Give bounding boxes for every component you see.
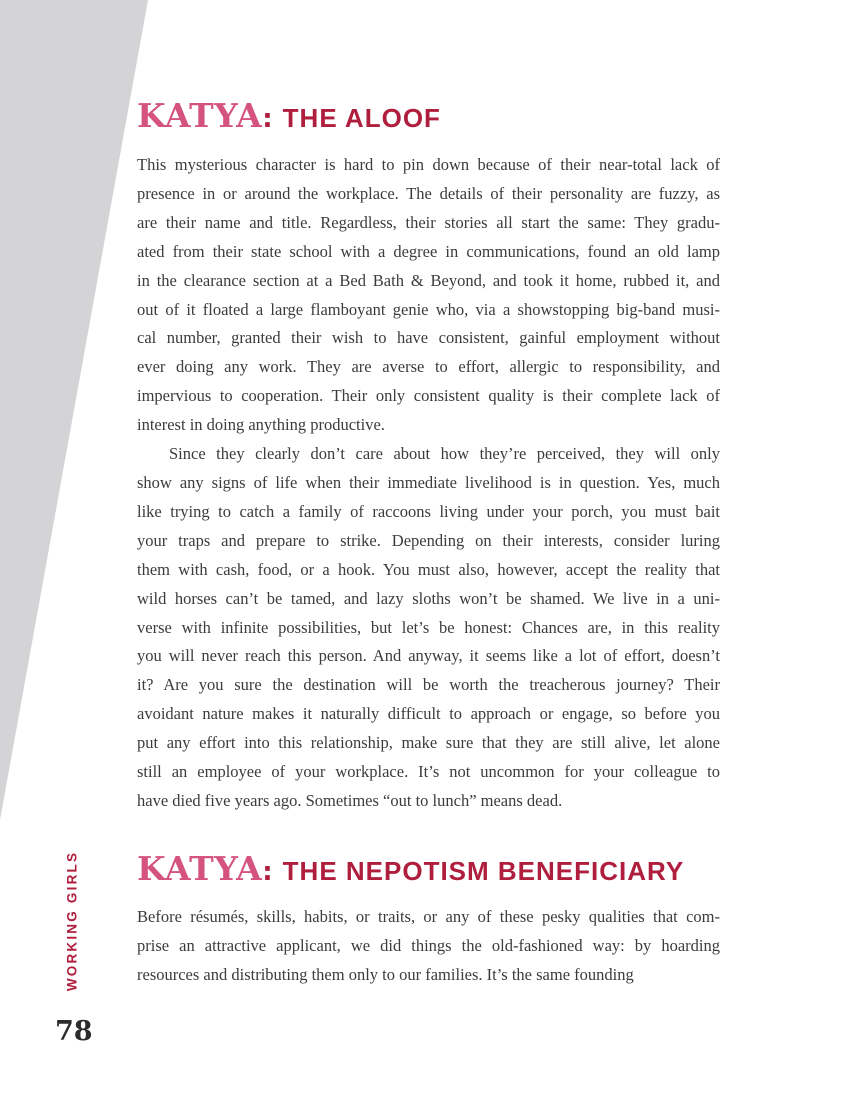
body-line: still an employee of your workplace. It’s not uncommon for your colleague to <box>137 762 720 782</box>
body-line: are their name and title. Regardless, their stories all start the same: They gradu- <box>137 212 720 232</box>
section-heading-nepotism <box>137 849 684 893</box>
heading-colon: : <box>262 104 273 134</box>
body-line: prise an attractive applicant, we did things the old-fashioned way: by hoarding <box>137 935 720 955</box>
body-line: put any effort into this relationship, make sure that they are still alive, let alone <box>137 733 720 753</box>
body-text-aloof <box>137 151 720 816</box>
heading-title: THE ALOOF <box>282 103 441 133</box>
body-line: Before résumés, skills, habits, or traits, or any of these pesky qualities that com- <box>137 907 720 926</box>
page-number: 78 <box>55 1016 93 1047</box>
section-heading-aloof <box>137 96 441 140</box>
body-text-nepotism <box>137 903 720 990</box>
body-line: have died five years ago. Sometimes “out to lunch” means dead. <box>137 790 563 810</box>
body-line: wild horses can’t be tamed, and lazy sloths won’t be shamed. We live in a uni- <box>137 588 720 608</box>
body-line: like trying to catch a family of raccoons living under your porch, you must bait <box>137 501 720 521</box>
chapter-sidebar-label: WORKING GIRLS <box>64 850 80 992</box>
body-line: them with cash, food, or a hook. You must also, however, accept the reality that <box>137 559 720 579</box>
heading-character-name: KATYA <box>137 96 263 135</box>
heading-character-name: KATYA <box>137 849 263 888</box>
body-line: presence in or around the workplace. The details of their personality are fuzzy, as <box>137 183 720 203</box>
body-line: it? Are you sure the destination will be worth the treacherous journey? Their <box>137 675 720 695</box>
body-line: your traps and prepare to strike. Depending on their interests, consider luring <box>137 530 720 550</box>
body-line: you will never reach this person. And anyway, it seems like a lot of effort, doesn’t <box>137 646 720 666</box>
heading-colon: : <box>262 857 273 887</box>
body-line: in the clearance section at a Bed Bath & Beyond, and took it home, rubbed it, and <box>137 270 720 290</box>
body-line: verse with infinite possibilities, but let’s be honest: Chances are, in this reality <box>137 617 720 637</box>
body-line: interest in doing anything productive. <box>137 415 385 435</box>
body-line: cal number, granted their wish to have consistent, gainful employment without <box>137 328 720 348</box>
body-line: out of it floated a large flamboyant genie who, via a showstopping big-band musi- <box>137 299 720 319</box>
corner-wedge-graphic <box>0 0 148 820</box>
body-line: Since they clearly don’t care about how they’re perceived, they will only <box>169 444 720 464</box>
body-line: impervious to cooperation. Their only consistent quality is their complete lack of <box>137 386 720 406</box>
body-line: show any signs of life when their immediate livelihood is in question. Yes, much <box>137 472 720 492</box>
heading-title: THE NEPOTISM BENEFICIARY <box>282 856 685 886</box>
body-line: ever doing any work. They are averse to effort, allergic to responsibility, and <box>137 357 720 377</box>
body-line: resources and distributing them only to our families. It’s the same founding <box>137 964 634 984</box>
body-line: ated from their state school with a degree in communications, found an old lamp <box>137 241 720 261</box>
body-line: This mysterious character is hard to pin down because of their near-total lack of <box>137 155 720 174</box>
body-line: avoidant nature makes it naturally difficult to approach or engage, so before you <box>137 704 720 724</box>
